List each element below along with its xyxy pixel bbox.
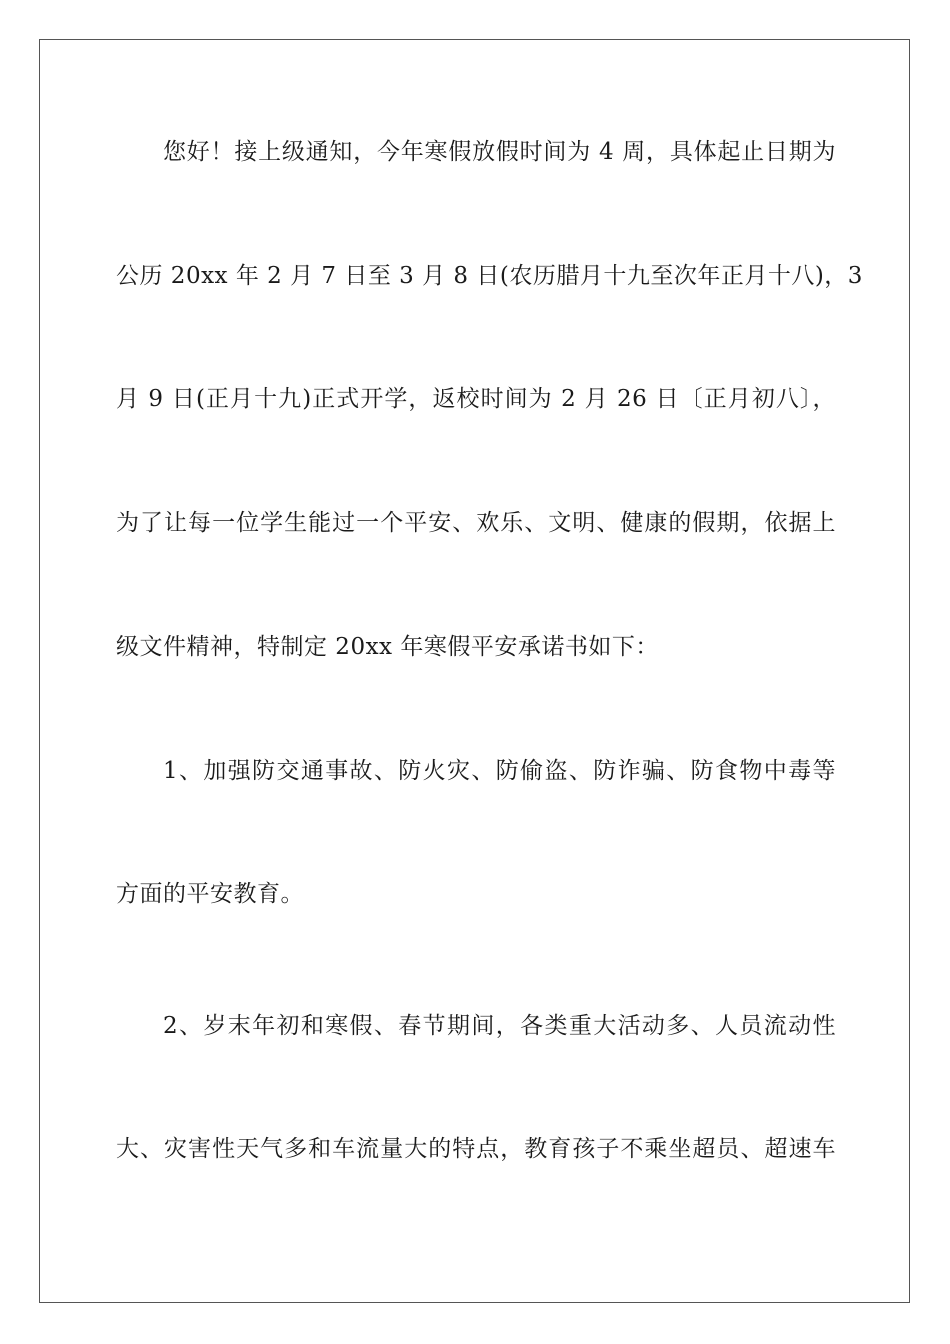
item-2-line-2: 大、灾害性天气多和车流量大的特点，教育孩子不乘坐超员、超速车 [116,1136,836,1162]
paragraph-1-line-4: 为了让每一位学生能过一个平安、欢乐、文明、健康的假期，依据上 [116,510,836,536]
item-1-line-2: 方面的平安教育。 [116,881,304,907]
item-1-line-1: 1、加强防交通事故、防火灾、防偷盗、防诈骗、防食物中毒等 [163,758,836,784]
paragraph-1-line-3: 月 9 日(正月十九)正式开学，返校时间为 2 月 26 日〔正月初八〕， [116,386,836,412]
paragraph-1-line-2: 公历 20xx 年 2 月 7 日至 3 月 8 日(农历腊月十九至次年正月十八)，3 [116,263,863,289]
page-frame [39,39,910,1303]
item-2-line-1: 2、岁末年初和寒假、春节期间，各类重大活动多、人员流动性 [163,1013,836,1039]
paragraph-1-line-1: 您好！接上级通知，今年寒假放假时间为 4 周，具体起止日期为 [163,139,836,165]
paragraph-1-line-5: 级文件精神，特制定 20xx 年寒假平安承诺书如下： [116,634,659,660]
